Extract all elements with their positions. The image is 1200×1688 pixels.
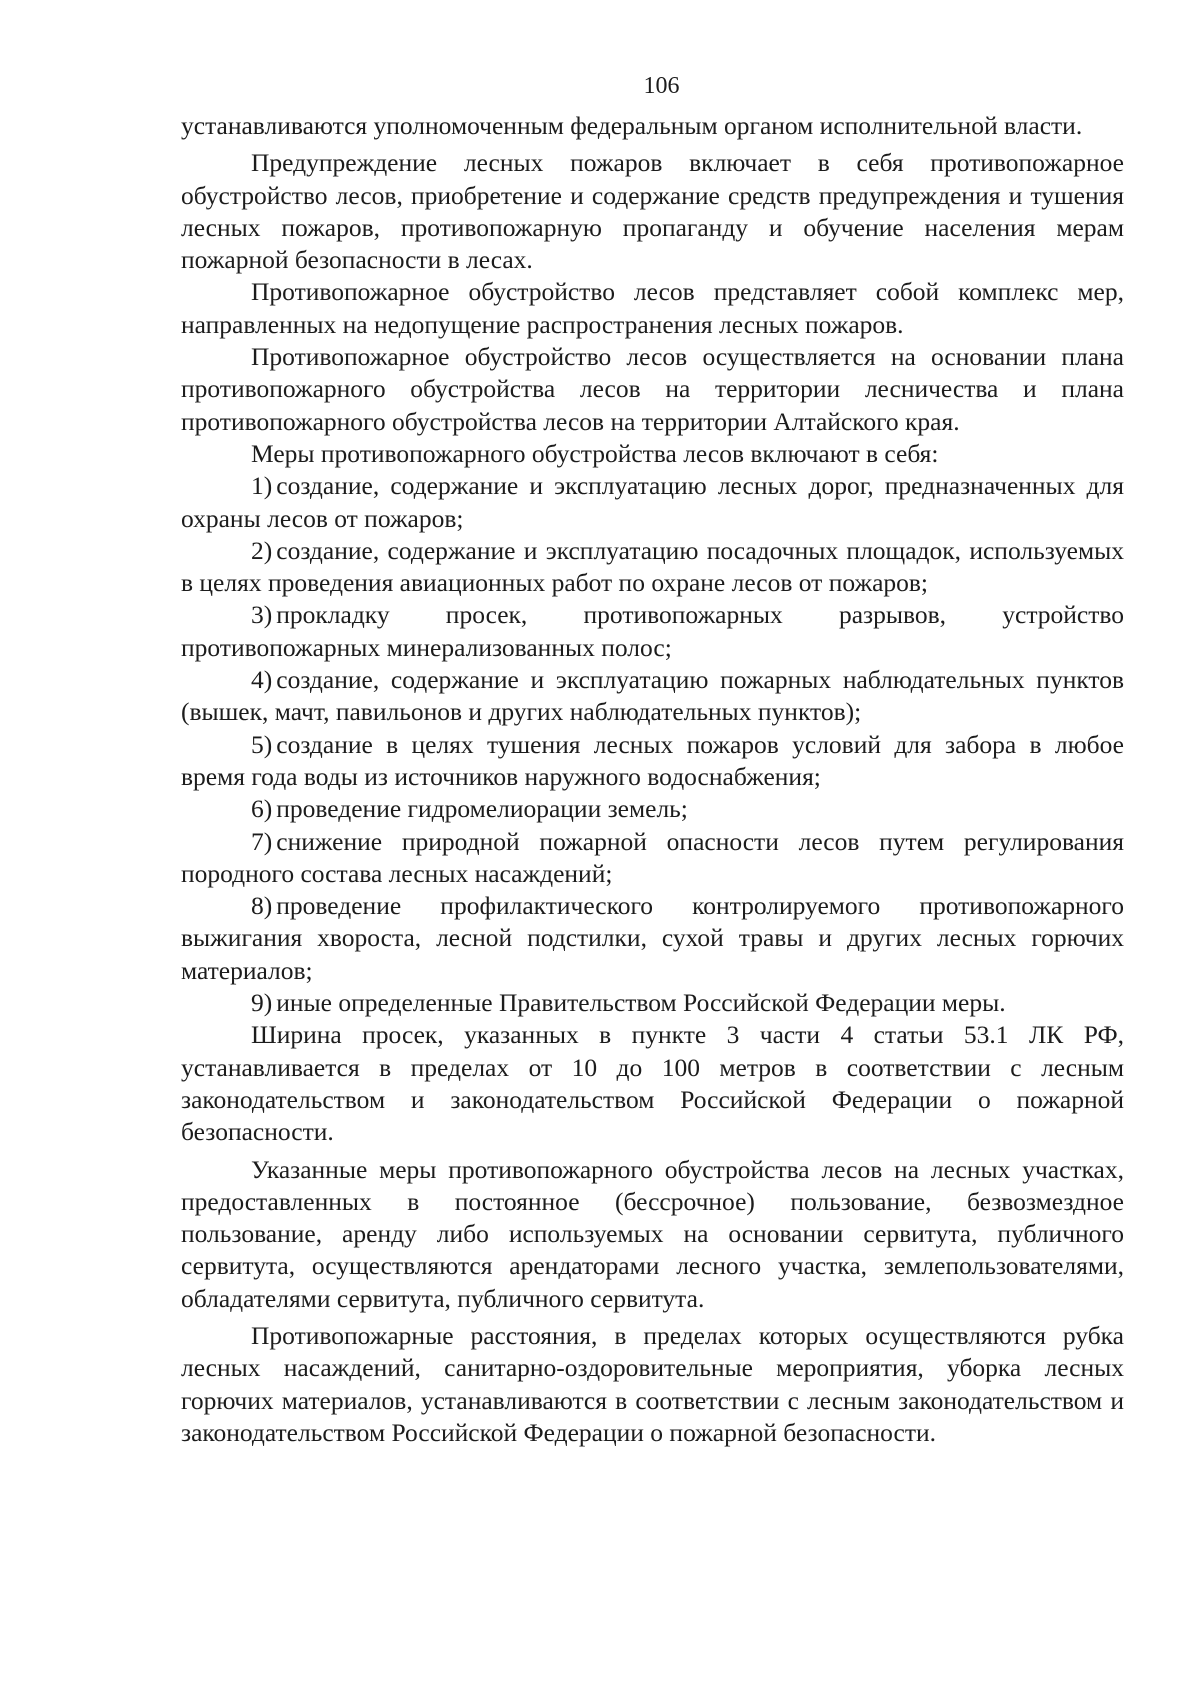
- list-item-number: 2): [251, 535, 273, 565]
- list-item: [181, 599, 1124, 664]
- list-item-text: создание, содержание и эксплуатацию посадочных площадок, используемых в целях проведения авиационных работ по охране лесов от пожаров;: [181, 535, 1124, 598]
- list-item: [181, 470, 1124, 535]
- list-item-number: 4): [251, 665, 273, 695]
- paragraph-fire-arrangement-plan: Противопожарное обустройство лесов осуществляется на основании плана противопожарного обустройства лесов на территории лесничества и плана противопожарного обустройства лесов на территории Алтайского края.: [181, 342, 1124, 436]
- list-item-text: создание, содержание и эксплуатацию лесных дорог, предназначенных для охраны лесов от пожаров;: [181, 471, 1124, 533]
- paragraph-fire-arrangement-definition: Противопожарное обустройство лесов представляет собой комплекс мер, направленных на недопущение распространения лесных пожаров.: [181, 277, 1124, 339]
- list-item-text: проведение профилактического контролируемого противопожарного выжигания хвороста, лесной подстилки, сухой травы и других лесных горючих материалов;: [181, 891, 1124, 985]
- list-item: [181, 664, 1124, 729]
- paragraph-measures-responsibility: Указанные меры противопожарного обустройства лесов на лесных участках, предоставленных в постоянное (бессрочное) пользование, безвозмездное пользование, аренду либо используемых на основании сервитута, публичного сервитута, осуществляются арендаторами лесного участка, землепользователями, обладателями сервитута, публичного сервитута.: [181, 1154, 1124, 1313]
- list-item-text: проведение гидромелиорации земель;: [276, 794, 688, 824]
- list-item-text: прокладку просек, противопожарных разрывов, устройство противопожарных минерализованных полос;: [181, 600, 1124, 662]
- list-item: [181, 890, 1124, 987]
- list-item-number: 9): [251, 988, 273, 1018]
- list-item-number: 6): [251, 794, 273, 824]
- list-item-number: 1): [251, 471, 273, 501]
- list-item-number: 7): [251, 826, 273, 856]
- list-item: [181, 729, 1124, 794]
- list-item-number: 3): [251, 600, 273, 630]
- paragraph-fire-distances: Противопожарные расстояния, в пределах которых осуществляются рубка лесных насаждений, санитарно-оздоровительные мероприятия, уборка лесных горючих материалов, устанавливаются в соответствии с лесным законодательством и законодательством Российской Федерации о пожарной безопасности.: [181, 1320, 1124, 1447]
- page-number: 106: [643, 73, 680, 99]
- list-item: [181, 987, 1124, 1019]
- list-item: [181, 826, 1124, 891]
- list-item-text: создание в целях тушения лесных пожаров условий для забора в любое время года воды из источников наружного водоснабжения;: [181, 729, 1124, 791]
- measures-list: [181, 470, 1124, 1019]
- paragraph-continuation: устанавливаются уполномоченным федеральным органом исполнительной власти.: [181, 111, 1083, 140]
- list-item: [181, 535, 1124, 600]
- list-item: [181, 793, 1124, 825]
- list-item-text: снижение природной пожарной опасности лесов путем регулирования породного состава лесных насаждений;: [181, 826, 1124, 888]
- paragraph-clearing-width: Ширина просек, указанных в пункте 3 части 4 статьи 53.1 ЛК РФ, устанавливается в пределах от 10 до 100 метров в соответствии с лесным законодательством и законодательством Российской Федерации о пожарной безопасности.: [181, 1020, 1124, 1147]
- list-item-number: 8): [251, 891, 273, 921]
- paragraph-measures-intro: Меры противопожарного обустройства лесов включают в себя:: [251, 438, 939, 468]
- paragraph-fire-prevention: Предупреждение лесных пожаров включает в себя противопожарное обустройство лесов, приобретение и содержание средств предупреждения и тушения лесных пожаров, противопожарную пропаганду и обучение населения мерам пожарной безопасности в лесах.: [181, 148, 1124, 275]
- list-item-text: создание, содержание и эксплуатацию пожарных наблюдательных пунктов (вышек, мачт, павильонов и других наблюдательных пунктов);: [181, 665, 1124, 727]
- list-item-text: иные определенные Правительством Российской Федерации меры.: [276, 988, 1006, 1018]
- document-page: [181, 70, 1124, 1449]
- list-item-number: 5): [251, 729, 273, 759]
